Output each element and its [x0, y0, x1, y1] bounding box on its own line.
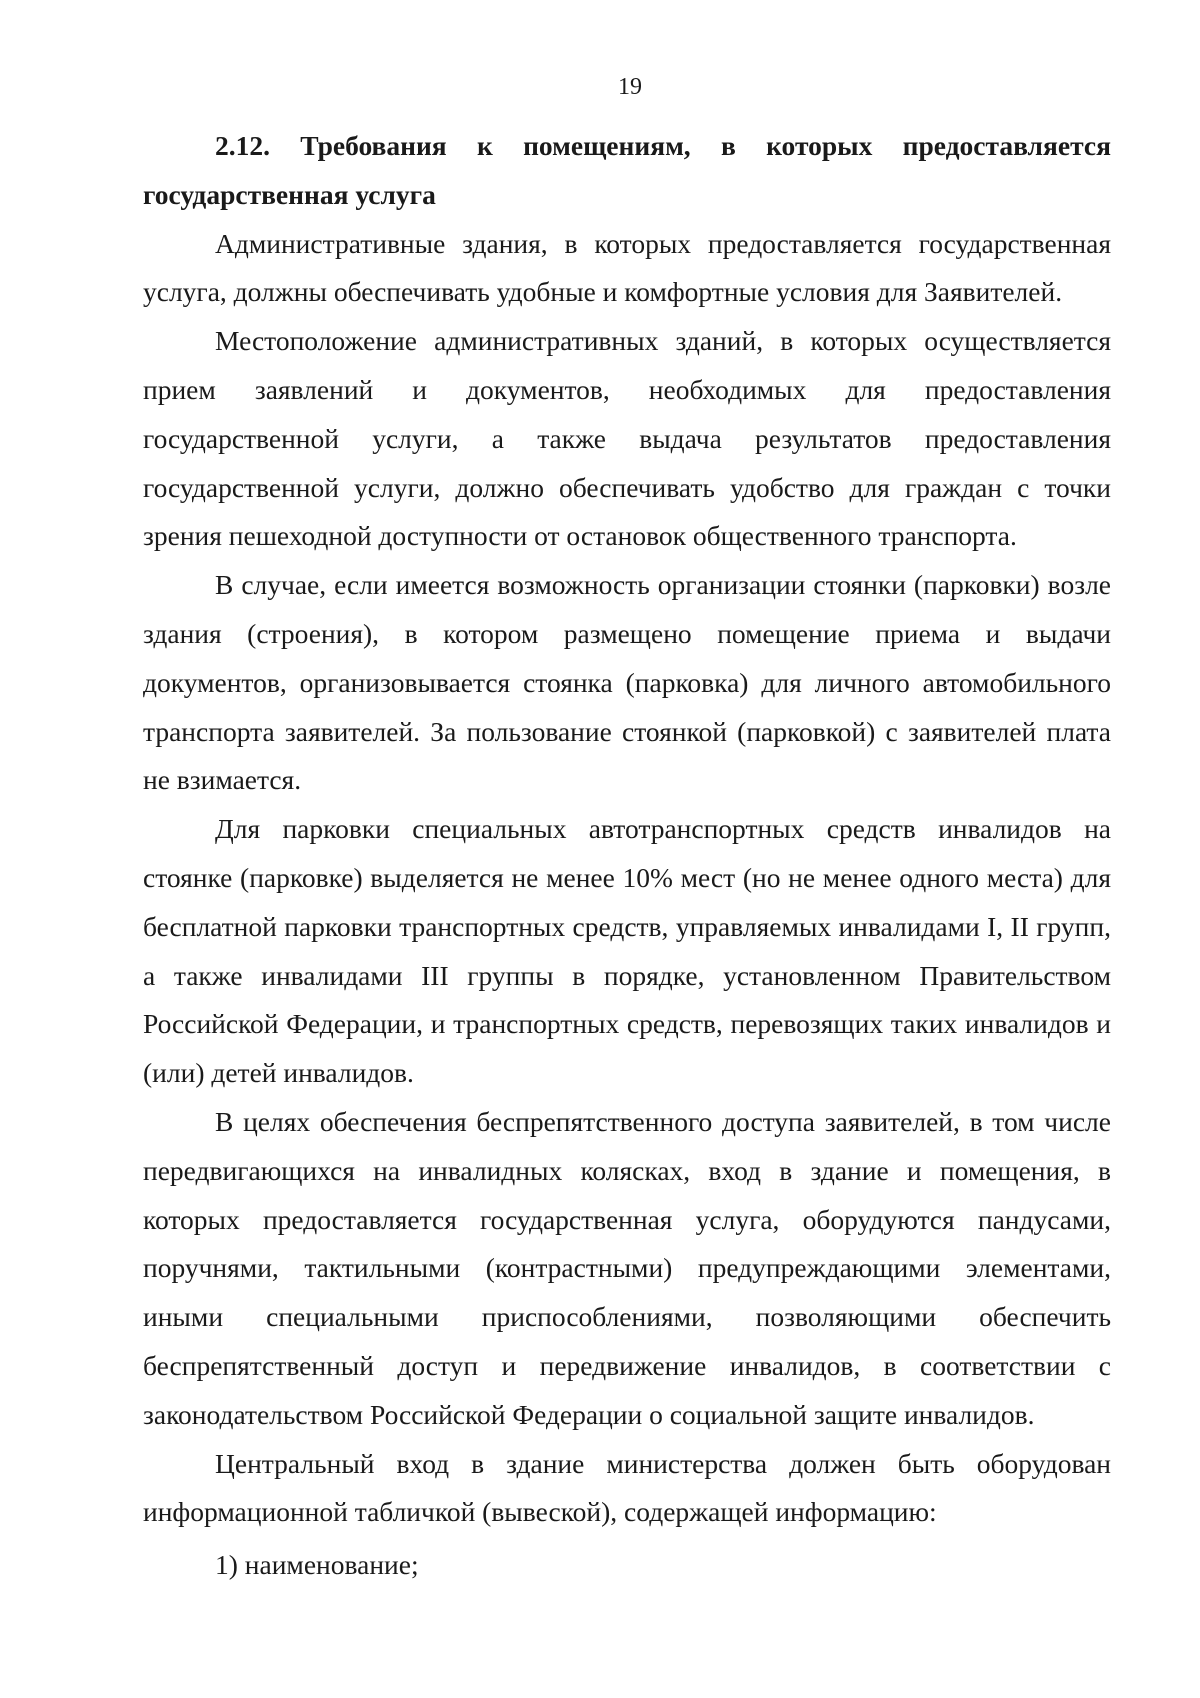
- paragraph-location: Местоположение административных зданий, в которых осуществляется прием заявлений и документов, необходимых для предоставления государственной услуги, а также выдача результатов предоставления государственной услуги, должно обеспечивать удобство для граждан с точки зрения пешеходной доступности от остановок общественного транспорта.: [143, 325, 1111, 552]
- paragraph-parking: В случае, если имеется возможность организации стоянки (парковки) возле здания (строения), в котором размещено помещение приема и выдачи документов, организовывается стоянка (парковка) для личного автомобильного транспорта заявителей. За пользование стоянкой (парковкой) с заявителей плата не взимается.: [143, 569, 1111, 796]
- paragraph-accessibility: В целях обеспечения беспрепятственного доступа заявителей, в том числе передвигающихся на инвалидных колясках, вход в здание и помещения, в которых предоставляется государственная услуга, оборудуются пандусами, поручнями, тактильными (контрастными) предупреждающими элементами, иными специальными приспособлениями, позволяющими обеспечить беспрепятственный доступ и передвижение инвалидов, в соответствии с законодательством Российской Федерации о социальной защите инвалидов.: [143, 1105, 1111, 1430]
- paragraph-buildings-comfort: Административные здания, в которых предоставляется государственная услуга, должны обеспечивать удобные и комфортные условия для Заявителей.: [143, 227, 1111, 308]
- page-number: 19: [618, 74, 642, 100]
- paragraph-disabled-parking: Для парковки специальных автотранспортных средств инвалидов на стоянке (парковке) выделяется не менее 10% мест (но не менее одного места) для бесплатной парковки транспортных средств, управляемых инвалидами I, II групп, а также инвалидами III группы в порядке, установленном Правительством Российской Федерации, и транспортных средств, перевозящих таких инвалидов и (или) детей инвалидов.: [143, 813, 1111, 1089]
- page-body: [143, 122, 1111, 1590]
- list-item-name: 1) наименование;: [215, 1549, 419, 1581]
- section-heading: 2.12. Требования к помещениям, в которых предоставляется государственная услуга: [143, 130, 1111, 210]
- paragraph-entrance-sign: Центральный вход в здание министерства должен быть оборудован информационной табличкой (вывеской), содержащей информацию:: [143, 1447, 1111, 1528]
